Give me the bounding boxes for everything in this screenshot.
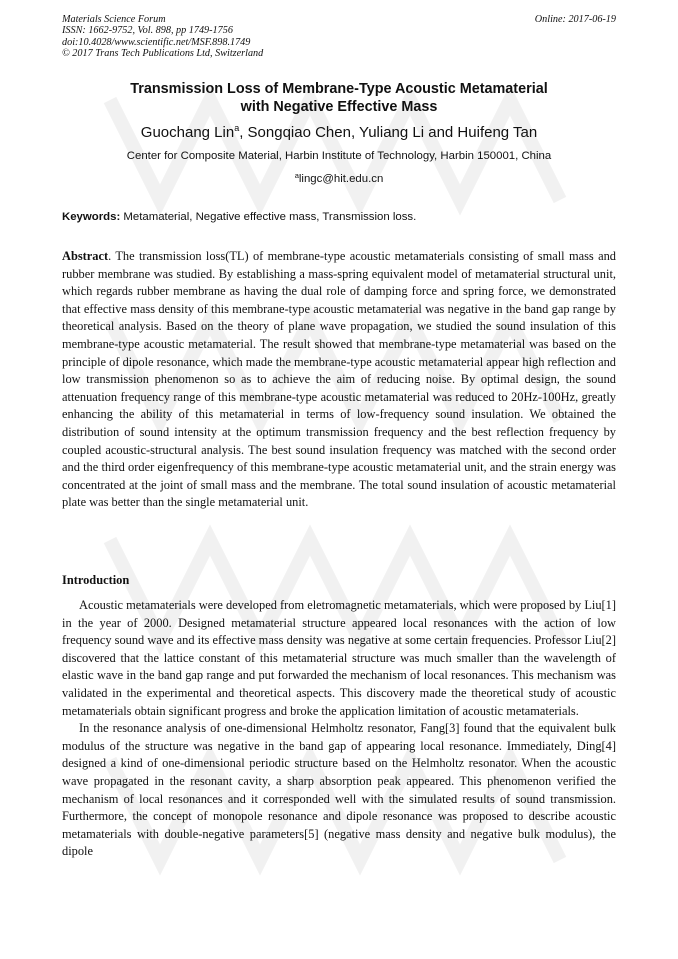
author-rest: , Songqiao Chen, Yuliang Li and Huifeng Tan — [239, 124, 538, 141]
title-line-1: Transmission Loss of Membrane-Type Acoustic Metamaterial — [130, 81, 548, 97]
email-address[interactable]: lingc@hit.edu.cn — [298, 173, 384, 185]
journal-issn: ISSN: 1662-9752, Vol. 898, pp 1749-1756 — [62, 25, 233, 37]
paragraph: Acoustic metamaterials were developed from eletromagnetic metamaterials, which were proposed by Liu[1] in the year of 2000. Designed metamaterial structure appeared local resonances with the action of low frequency sound wave and its effective mass density was negative at some certain frequencies. Professor Liu[2] discovered that the lattice constant of this metamaterial structure was much smaller than the wavelength of elastic wave in the band gap range and put forwarded the mechanism of local resonances. This mechanism was validated in the experimental and theoretical aspects. This discovery made the theoretical study of acoustic metamaterials obtain significant progress and broke the application limitation of acoustic metamaterials. — [62, 598, 616, 718]
paper-title — [62, 80, 616, 116]
email-superscript: a — [294, 171, 299, 180]
keywords — [62, 210, 616, 224]
introduction-body — [62, 597, 616, 861]
journal-doi[interactable]: doi:10.4028/www.scientific.net/MSF.898.1749 — [62, 36, 251, 48]
title-line-2: with Negative Effective Mass — [240, 99, 438, 115]
abstract-text: . The transmission loss(TL) of membrane-type acoustic metamaterials consisting of small mass and rubber membrane was studied. By establishing a mass-spring equivalent model of metamaterial structural unit, which regards rubber membrane as having the dual role of damping force and spring force, we demonstrated that effective mass density of this membrane-type acoustic metamaterial was negative in the band gap range by theoretical analysis. Based on the theory of plane wave propagation, we studied the sound insulation of this membrane-type acoustic metamaterial. The result showed that membrane-type metamaterial was based on the principle of dipole resonance, which made the membrane-type acoustic metamaterial appear high reflection and low transmission phenomenon so as to achieve the aim of reducing noise. By optimal design, the sound attenuation frequency range of this membrane-type acoustic metamaterial was reduced to 20Hz-100Hz, greatly enhancing the ability of this metamaterial in terms of low-frequency sound insulation. We obtained the distribution of sound intensity at the optimum transmission frequency and the best reflection frequency by coupled acoustic-structural analysis. The best sound insulation frequency was matched with the second order and the third order eigenfrequency of this membrane-type acoustic metamaterial unit, and the strain energy was concentrated at the joint of small mass and the membrane. The total sound insulation of acoustic metamaterial plate was better than the single metamaterial unit. — [62, 249, 616, 510]
keywords-text: Metamaterial, Negative effective mass, Transmission loss. — [120, 211, 417, 223]
author-email — [62, 172, 616, 186]
abstract — [62, 248, 616, 512]
author-superscript: a — [234, 123, 240, 133]
journal-copyright: © 2017 Trans Tech Publications Ltd, Switzerland — [62, 47, 264, 59]
abstract-label: Abstract — [62, 249, 109, 263]
keywords-label: Keywords: — [62, 211, 121, 223]
author-list — [62, 124, 616, 142]
journal-header — [62, 14, 263, 59]
online-date: Online: 2017-06-19 — [534, 14, 616, 25]
journal-name: Materials Science Forum — [62, 14, 166, 25]
section-heading-introduction: Introduction — [62, 573, 130, 587]
author-first: Guochang Lin — [140, 124, 235, 141]
paragraph: In the resonance analysis of one-dimensional Helmholtz resonator, Fang[3] found that the equivalent bulk modulus of the structure was negative in the band gap of appearing local resonance. Immediately, Ding[4] designed a kind of one-dimensional periodic structure based on the Helmholtz resonator. When the acoustic wave propagated in the resonant cavity, a sharp absorption peak appeared. This phenomenon verified the mechanism of local resonances and it corresponded well with the simulated results of sound transmission. Furthermore, the concept of monopole resonance and dipole resonance was proposed to describe acoustic metamaterials with double-negative parameters[5] (negative mass density and negative bulk modulus), the dipole — [62, 721, 616, 859]
affiliation: Center for Composite Material, Harbin Institute of Technology, Harbin 150001, China — [126, 150, 552, 162]
